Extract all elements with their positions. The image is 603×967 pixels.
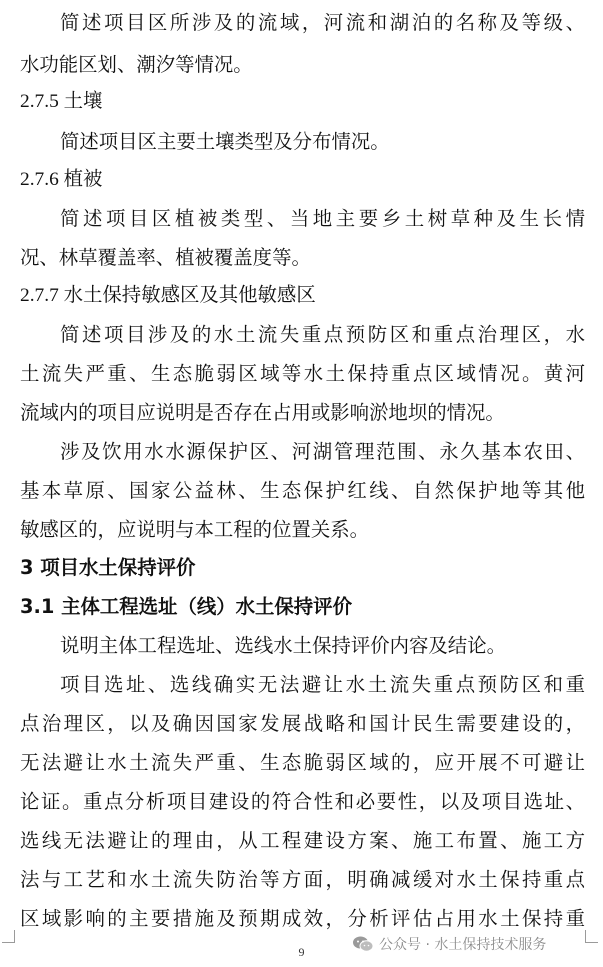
crop-mark: [585, 930, 598, 943]
body-line: 简述项目涉及的水土流失重点预防区和重点治理区，水: [60, 323, 585, 346]
body-line: 简述项目区主要土壤类型及分布情况。: [60, 130, 390, 153]
body-line: 项目选址、选线确实无法避让水土流失重点预防区和重: [60, 673, 585, 696]
body-line: 简述项目区所涉及的流域，河流和湖泊的名称及等级、: [60, 11, 585, 34]
section-heading: 2.7.6 植被: [20, 169, 103, 190]
body-line: 选线无法避让的理由，从工程建设方案、施工布置、施工方: [20, 829, 585, 852]
crop-mark: [2, 930, 15, 943]
body-line: 论证。重点分析项目建设的符合性和必要性，以及项目选址、: [20, 790, 585, 813]
body-line: 点治理区，以及确因国家发展战略和国计民生需要建设的，: [20, 712, 585, 735]
body-line: 涉及饮用水水源保护区、河湖管理范围、永久基本农田、: [60, 440, 585, 463]
body-line: 水功能区划、潮汐等情况。: [20, 53, 253, 76]
body-line: 基本草原、国家公益林、生态保护红线、自然保护地等其他: [20, 479, 585, 502]
body-line: 简述项目区植被类型、当地主要乡土树草种及生长情: [60, 207, 585, 230]
body-line: 流域内的项目应说明是否存在占用或影响淤地坝的情况。: [20, 401, 505, 424]
body-line: 法与工艺和水土流失防治等方面，明确减缓对水土保持重点: [20, 868, 585, 891]
body-line: 说明主体工程选址、选线水土保持评价内容及结论。: [60, 634, 506, 657]
section-heading: 2.7.5 土壤: [20, 91, 103, 112]
body-line: 无法避让水土流失严重、生态脆弱区域的，应开展不可避让: [20, 751, 585, 774]
section-heading: 3.1 主体工程选址（线）水土保持评价: [20, 595, 352, 618]
page-number: 9: [298, 945, 305, 959]
body-line: 敏感区的，应说明与本工程的位置关系。: [20, 518, 370, 541]
body-line: 区域影响的主要措施及预期成效，分析评估占用水土保持重: [20, 907, 585, 930]
body-line: 土流失严重、生态脆弱区域等水土保持重点区域情况。黄河: [20, 362, 585, 385]
chapter-heading: 3 项目水土保持评价: [20, 556, 196, 579]
body-line: 况、林草覆盖率、植被覆盖度等。: [20, 246, 311, 269]
watermark-text: 公众号 · 水土保持技术服务: [379, 937, 547, 953]
section-heading: 2.7.7 水土保持敏感区及其他敏感区: [20, 285, 316, 306]
